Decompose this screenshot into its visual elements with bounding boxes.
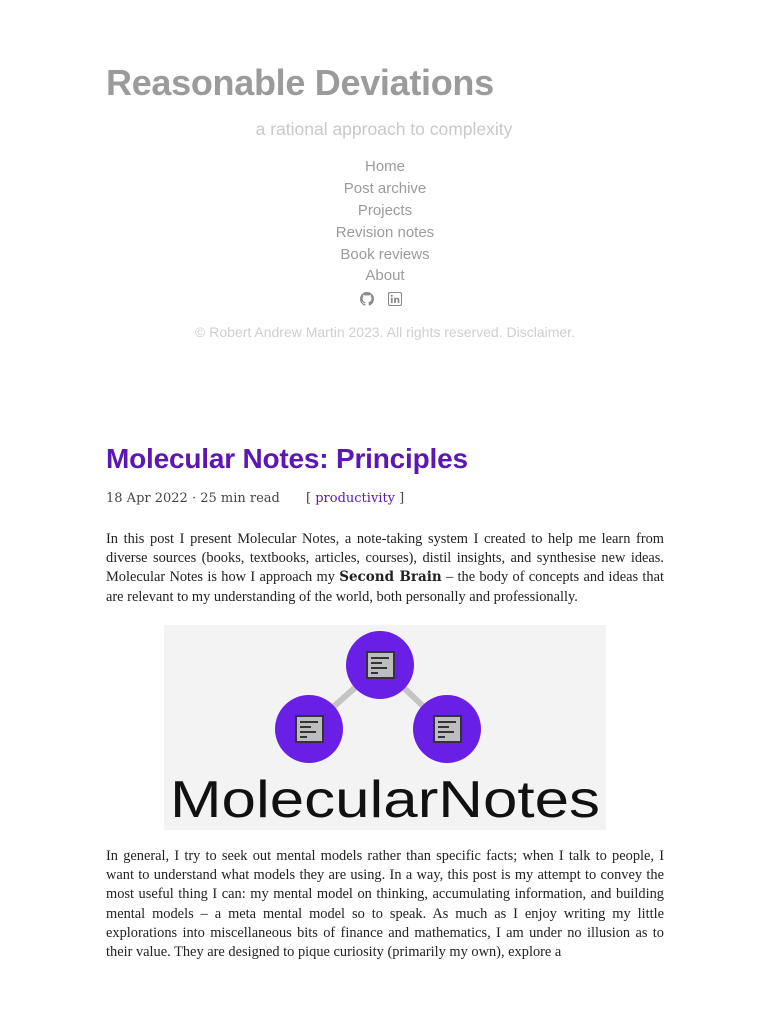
github-icon[interactable] (360, 292, 374, 306)
molecular-notes-logo-image (164, 625, 606, 830)
nav-item-book-reviews[interactable]: Book reviews (340, 245, 430, 263)
intro-paragraph (106, 530, 664, 607)
note-node-right (413, 695, 481, 763)
post-tags (306, 491, 404, 506)
site-tagline (0, 119, 768, 140)
post-meta (106, 491, 404, 506)
nav-item-about[interactable]: About (365, 267, 405, 285)
post-title[interactable]: Molecular Notes: Principles (106, 443, 468, 474)
nav-item-revision-notes[interactable]: Revision notes (335, 223, 435, 241)
logo-wordmark: MolecularNotes (170, 771, 600, 829)
intro-text-before: In this post I present Molecular Notes, a note-taking system I created to help me learn from diverse sources (books, textbooks, articles, courses), distil insights, and synthesise new ideas. Molecular Notes is how I approach my (106, 531, 664, 586)
tag-bracket-open: [ (306, 491, 312, 506)
note-node-left (275, 695, 343, 763)
intro-text-after: – the body of concepts and ideas that are relevant to my understanding of the world, both personally and professionally. (106, 569, 665, 605)
tagline-text: a rational approach to complexity (255, 119, 513, 139)
post-date-read-time: 18 Apr 2022 · 25 min read (106, 491, 280, 506)
tag-productivity-link[interactable]: productivity (315, 491, 396, 506)
social-links (0, 290, 762, 308)
linkedin-icon[interactable] (388, 292, 402, 306)
body-paragraph: In general, I try to seek out mental models rather than specific facts; when I talk to people, I want to understand what models they are using. In a way, this post is my attempt to convey the most useful thing I can: my mental model on thinking, accumulating information, and building mental models – a meta mental model so to speak. As much as I enjoy writing my little explorations into miscellaneous bits of finance and mathematics, I am under no illusion as to their value. They are designed to pique curiosity (primarily my own), explore a (106, 848, 664, 961)
second-brain-emphasis: Second Brain (339, 569, 442, 586)
nav-item-projects[interactable]: Projects (357, 201, 413, 219)
site-title[interactable]: Reasonable Deviations (106, 62, 494, 103)
note-node-top (346, 631, 414, 699)
copyright-notice: © Robert Andrew Martin 2023. All rights reserved. Disclaimer. (195, 324, 575, 340)
main-nav (0, 156, 768, 287)
tag-bracket-close: ] (399, 491, 405, 506)
nav-item-post-archive[interactable]: Post archive (343, 179, 427, 197)
nav-item-home[interactable]: Home (364, 158, 405, 175)
